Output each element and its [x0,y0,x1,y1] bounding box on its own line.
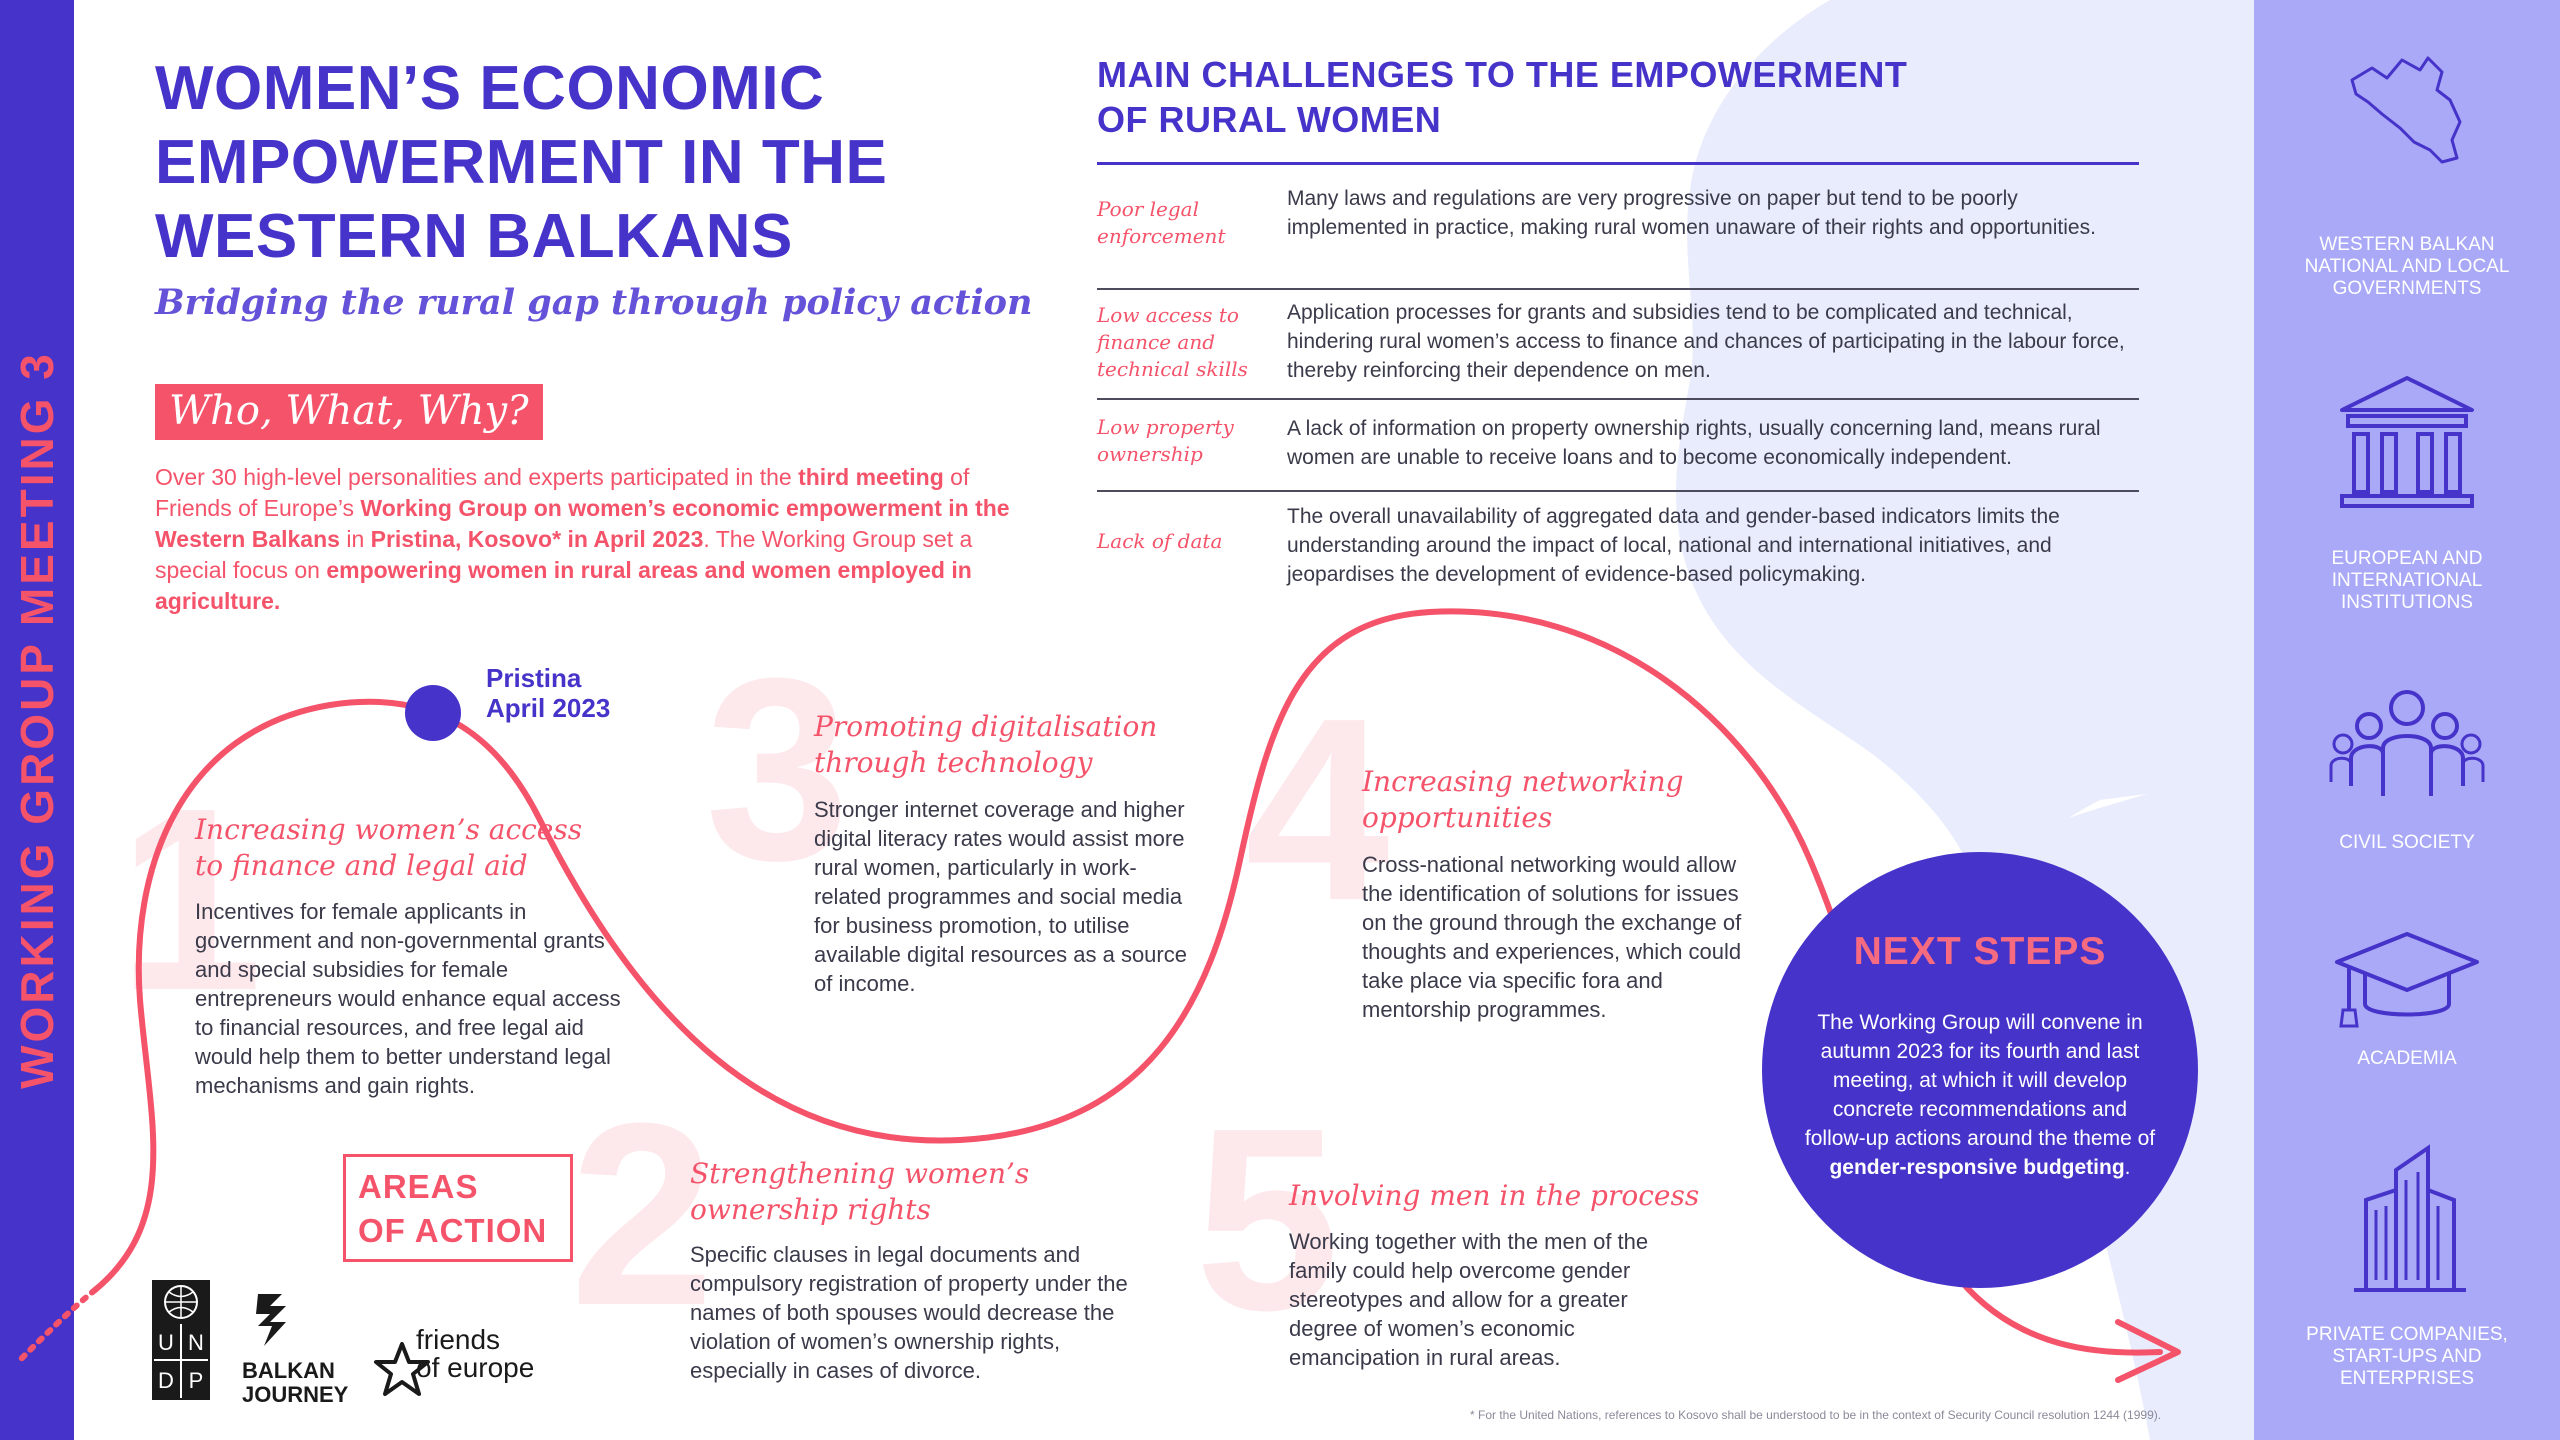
undp-letter: N [188,1330,204,1355]
undp-letter: D [158,1368,174,1393]
intro-text: Over 30 high-level personalities and experts participated in the [155,464,799,490]
title-line-1: WOMEN’S ECONOMIC [155,54,825,123]
challenges-title-line-1: MAIN CHALLENGES TO THE EMPOWERMENT [1097,54,1908,95]
friends-of-europe-logo [372,1324,535,1405]
stakeholder-academia [2254,928,2560,1069]
pin-date: April 2023 [486,693,611,723]
pin-city: Pristina [486,663,582,693]
intro-text: . The Working Group set a special focus on [155,526,973,583]
stakeholder-label: EUROPEAN AND INTERNATIONAL INSTITUTIONS [2331,548,2483,613]
stakeholder-label: ACADEMIA [2357,1048,2457,1069]
stakeholder-institutions [2254,372,2560,613]
intro-text: in [339,526,371,552]
challenge-text: The overall unavailability of aggregated data and gender-based indicators limits the understanding around the impact of local, national and international initiatives, and jeopardises the development of evidence-based policymaking. [1287,505,2060,586]
area-title: Strengthening women’s ownership rights [690,1157,1030,1226]
intro-bold: Pristina, Kosovo* in April 2023 [370,526,704,552]
stakeholder-governments [2254,50,2560,299]
area-text: Working together with the men of the family could help overcome gender stereotypes and allow for a greater degree of women’s economic emancipation in rural areas. [1289,1229,1649,1370]
area-title: Increasing networking opportunities [1362,765,1684,834]
area-title: Increasing women’s access to finance and legal aid [195,813,583,882]
area-number-3: 3 [705,625,850,915]
intro-bold: third meeting [798,464,944,490]
intro-text: of Friends of Europe’s [155,464,970,521]
stakeholder-private-sector [2254,1140,2560,1389]
who-what-why-label: Who, What, Why? [155,384,543,440]
balkan-journey-line-1: BALKAN [242,1358,335,1383]
challenge-label: Lack of data [1097,529,1223,553]
aoa-line-2: OF ACTION [358,1212,548,1249]
institution-building-icon [2332,372,2482,512]
intro-bold: empowering women in rural areas and women employed in agriculture. [155,557,972,614]
stakeholder-label: PRIVATE COMPANIES, START-UPS AND ENTERPRISES [2306,1324,2508,1389]
balkan-journey-mark-icon [242,1290,302,1350]
challenge-text: Many laws and regulations are very progressive on paper but tend to be poorly implemented in practice, making rural women unaware of their rights and opportunities. [1287,187,2096,239]
next-steps-text [1800,1008,2160,1182]
foe-line-1: friends [416,1324,501,1355]
aoa-line-1: AREAS [358,1168,479,1205]
challenge-text: Application processes for grants and subsidies tend to be complicated and technical, hindering rural women’s access to finance and chances of participating in the labour force, thereby reinforcing their dependence on men. [1287,301,2125,382]
area-text: Stronger internet coverage and higher digital literacy rates would assist more rural women, particularly in work-related programmes and social media for business promotion, to utilise available digital resources as a source of income. [814,797,1187,996]
intro-bold: Working Group on women’s economic empowerment in the Western Balkans [155,495,1010,552]
stakeholder-label: CIVIL SOCIETY [2339,832,2475,853]
foe-line-2: of europe [416,1352,535,1383]
pin-label [486,663,610,723]
area-text: Incentives for female applicants in government and non-governmental grants and special subsidies for female entrepreneurs would enhance equal access to financial resources, and free legal aid would help them to better understand legal mechanisms and gain rights. [195,899,621,1098]
balkan-journey-line-2: JOURNEY [242,1382,349,1407]
graduation-cap-icon [2327,928,2487,1038]
office-buildings-icon [2332,1140,2482,1300]
area-number-5: 5 [1195,1075,1340,1365]
challenges-title-line-2: OF RURAL WOMEN [1097,99,1442,140]
balkan-map-icon [2332,50,2482,170]
next-steps-body: The Working Group will convene in autumn 2023 for its fourth and last meeting, at which it will develop concrete recommendations and follow-up actions around the theme of [1804,1011,2156,1150]
challenge-label: Low property ownership [1097,415,1234,466]
challenge-text: A lack of information on property ownership rights, usually concerning land, means rural women are unable to receive loans and to become economically independent. [1287,417,2101,469]
next-steps-bold: gender-responsive budgeting [1829,1156,2125,1179]
page-subtitle: Bridging the rural gap through policy action [155,282,1033,323]
area-number-2: 2 [570,1070,715,1360]
next-steps-circle [1762,852,2198,1288]
undp-logo [152,1280,210,1400]
title-line-3: WESTERN BALKANS [155,202,793,271]
next-steps-title: NEXT STEPS [1853,930,2107,973]
challenge-label: Low access to finance and technical skills [1097,303,1248,381]
area-title: Promoting digitalisation through technology [814,710,1158,779]
area-number-1: 1 [118,755,263,1045]
location-pin-icon [405,685,461,741]
undp-letter: U [158,1330,174,1355]
undp-letter: P [188,1368,204,1393]
area-number-4: 4 [1245,665,1390,955]
area-text: Cross-national networking would allow the identification of solutions for issues on the ground through the exchange of thoughts and experiences, which could take place via specific fora and mentorship programmes. [1362,852,1742,1022]
stakeholder-civil-society [2254,686,2560,853]
people-group-icon [2327,686,2487,806]
area-title: Involving men in the process [1289,1179,1700,1212]
challenge-label: Poor legal enforcement [1097,197,1226,248]
footnote: * For the United Nations, references to Kosovo shall be understood to be in the context of Security Council resolution 1244 (1999). [1470,1408,2162,1422]
side-title: WORKING GROUP MEETING 3 [11,351,63,1089]
area-text: Specific clauses in legal documents and compulsory registration of property under the names of both spouses would decrease the violation of women’s ownership rights, especially in cases of divorce. [690,1242,1128,1383]
stakeholders-panel [2254,0,2560,1440]
areas-of-action-label [343,1154,573,1262]
title-line-2: EMPOWERMENT IN THE [155,128,888,197]
next-steps-end: . [2124,1156,2131,1179]
stakeholder-label: WESTERN BALKAN NATIONAL AND LOCAL GOVERNMENTS [2304,234,2510,299]
balkan-journey-logo [242,1290,362,1407]
